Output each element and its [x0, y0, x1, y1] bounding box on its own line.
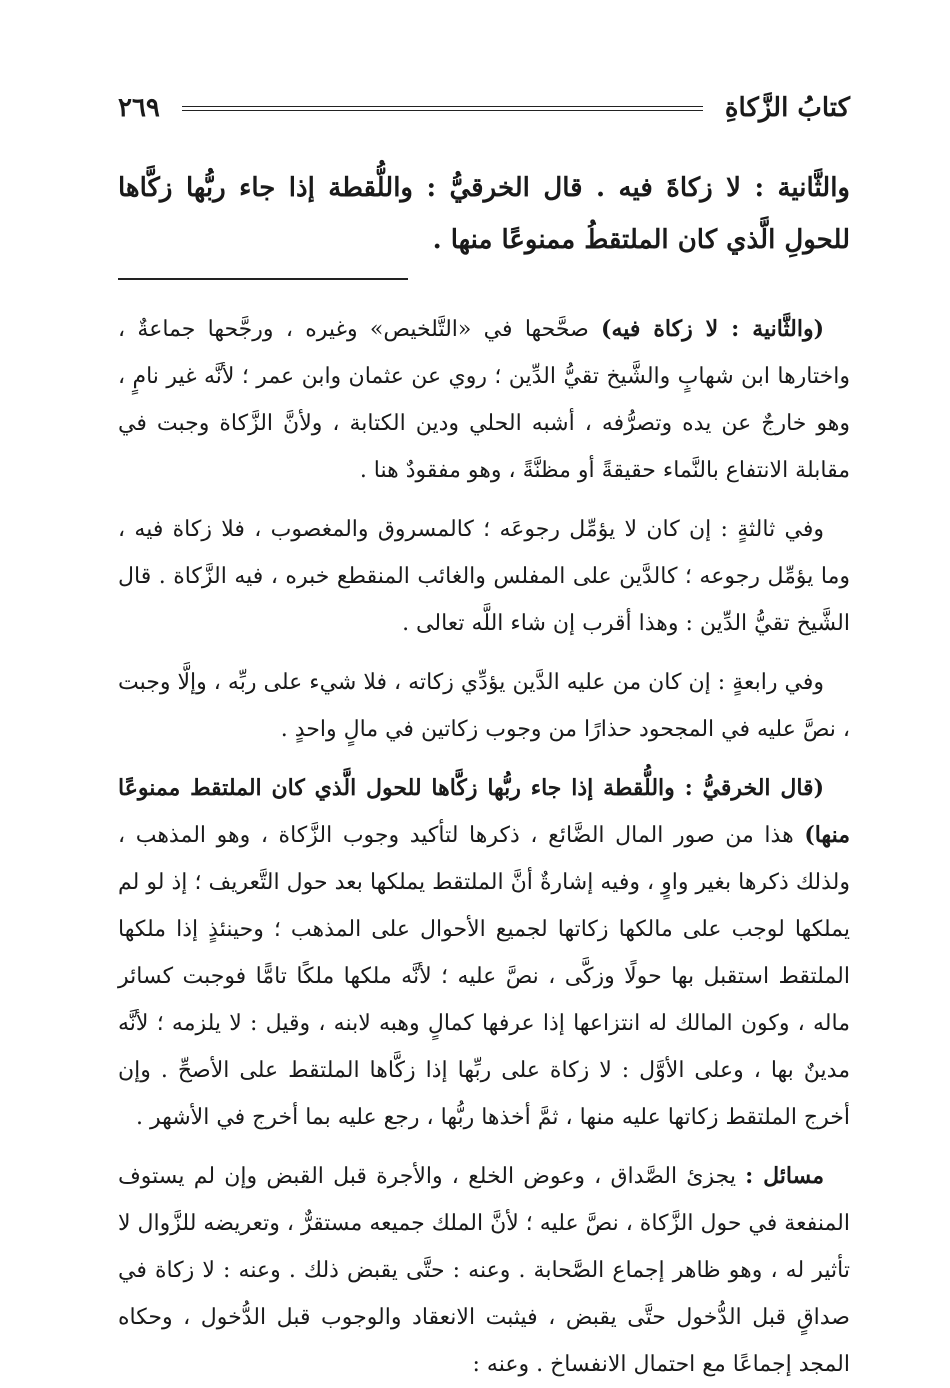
paragraph-text: يجزئ الصَّداق ، وعوض الخلع ، والأجرة قبل القبض وإن لم يستوف المنفعة في حول الزَّكاة ، نصَّ عليه ؛ لأنَّ الملك جميعه مستقرٌّ ، وتعريضه للزَّوال لا تأثير له ، وهو ظاهر إجماع الصَّحابة . وعنه : حتَّى يقبض ذلك . وعنه : لا زكاة في صداقٍ قبل الدُّخول حتَّى يقبض ، فيثبت الانعقاد والوجوب قبل الدُّخول ، وحكاه المجد إجماعًا مع احتمال الانفساخ . وعنه : [118, 1164, 850, 1377]
main-text [118, 162, 850, 266]
header-rule [182, 106, 703, 111]
page-number: ٢٦٩ [118, 93, 160, 123]
paragraph-text: صحَّحها في «التَّلخيص» وغيره ، ورجَّحها جماعةٌ ، واختارها ابن شهابٍ والشَّيخ تقيُّ الدِّين ؛ روي عن عثمان وابن عمر ؛ لأنَّه غير نامٍ ، وهو خارجٌ عن يده وتصرُّفه ، أشبه الحلي ودين الكتابة ، ولأنَّ الزَّكاة وجبت في مقابلة الانتفاع بالنَّماء حقيقةً أو مظنَّةً ، وهو مفقودٌ هنا . [118, 317, 850, 483]
commentary-paragraph [118, 765, 850, 1141]
commentary [118, 306, 850, 1388]
commentary-paragraph [118, 659, 850, 753]
commentary-paragraph [118, 306, 850, 494]
quoted-lemma: (والثَّانية : لا زكاة فيه) [601, 316, 824, 342]
book-title: كتابُ الزَّكاةِ [724, 93, 850, 123]
quoted-lemma: (قال الخرقيُّ : واللُّقطة إذا جاء ربُّها زكَّاها للحول الَّذي كان الملتقط ممنوعًا منها) [118, 775, 850, 848]
commentary-paragraph [118, 1153, 850, 1388]
section-heading: مسائل : [745, 1163, 824, 1189]
separator-rule [118, 278, 408, 280]
running-header [118, 88, 850, 128]
paragraph-text: هذا من صور المال الضَّائع ، ذكرها لتأكيد وجوب الزَّكاة ، وهو المذهب ، ولذلك ذكرها بغير واوٍ ، وفيه إشارةٌ أنَّ الملتقط يملكها بعد حول التَّعريف ؛ إذ لو لم يملكها لوجب على مالكها زكاتها لجميع الأحوال على المذهب ؛ وحينئذٍ إذا ملكها الملتقط استقبل بها حولًا وزكَّى ، نصَّ عليه ؛ لأنَّه ملكها ملكًا تامًّا فوجبت كسائر ماله ، وكون المالك له انتزاعها إذا عرفها كمالٍ وهبه لابنه ، وقيل : لا يلزمه ؛ لأنَّه مدينٌ بها ، وعلى الأوَّل : لا زكاة على ربِّها إذا زكَّاها الملتقط على الأصحِّ . وإن أخرج الملتقط زكاتها عليه منها ، ثمَّ أخذها ربُّها ، رجع عليه بما أخرج في الأشهر . [118, 823, 850, 1130]
paragraph-text: وفي ثالثةٍ : إن كان لا يؤمِّل رجوعَه ؛ كالمسروق والمغصوب ، فلا زكاة فيه ، وما يؤمِّل رجوعه ؛ كالدَّين على المفلس والغائب المنقطع خبره ، فيه الزَّكاة . قال الشَّيخ تقيُّ الدِّين : وهذا أقرب إن شاء اللَّه تعالى . [118, 517, 850, 636]
commentary-paragraph [118, 506, 850, 647]
paragraph-text: وفي رابعةٍ : إن كان من عليه الدَّين يؤدِّي زكاته ، فلا شيء على ربِّه ، وإلَّا وجبت ، نصَّ عليه في المجحود حذارًا من وجوب زكاتين في مالٍ واحدٍ . [118, 670, 850, 742]
main-text-content: والثَّانية : لا زكاةَ فيه . قال الخرقيُّ : واللُّقطة إذا جاء ربُّها زكَّاها للحولِ الَّذي كان الملتقطُ ممنوعًا منها . [118, 173, 850, 255]
